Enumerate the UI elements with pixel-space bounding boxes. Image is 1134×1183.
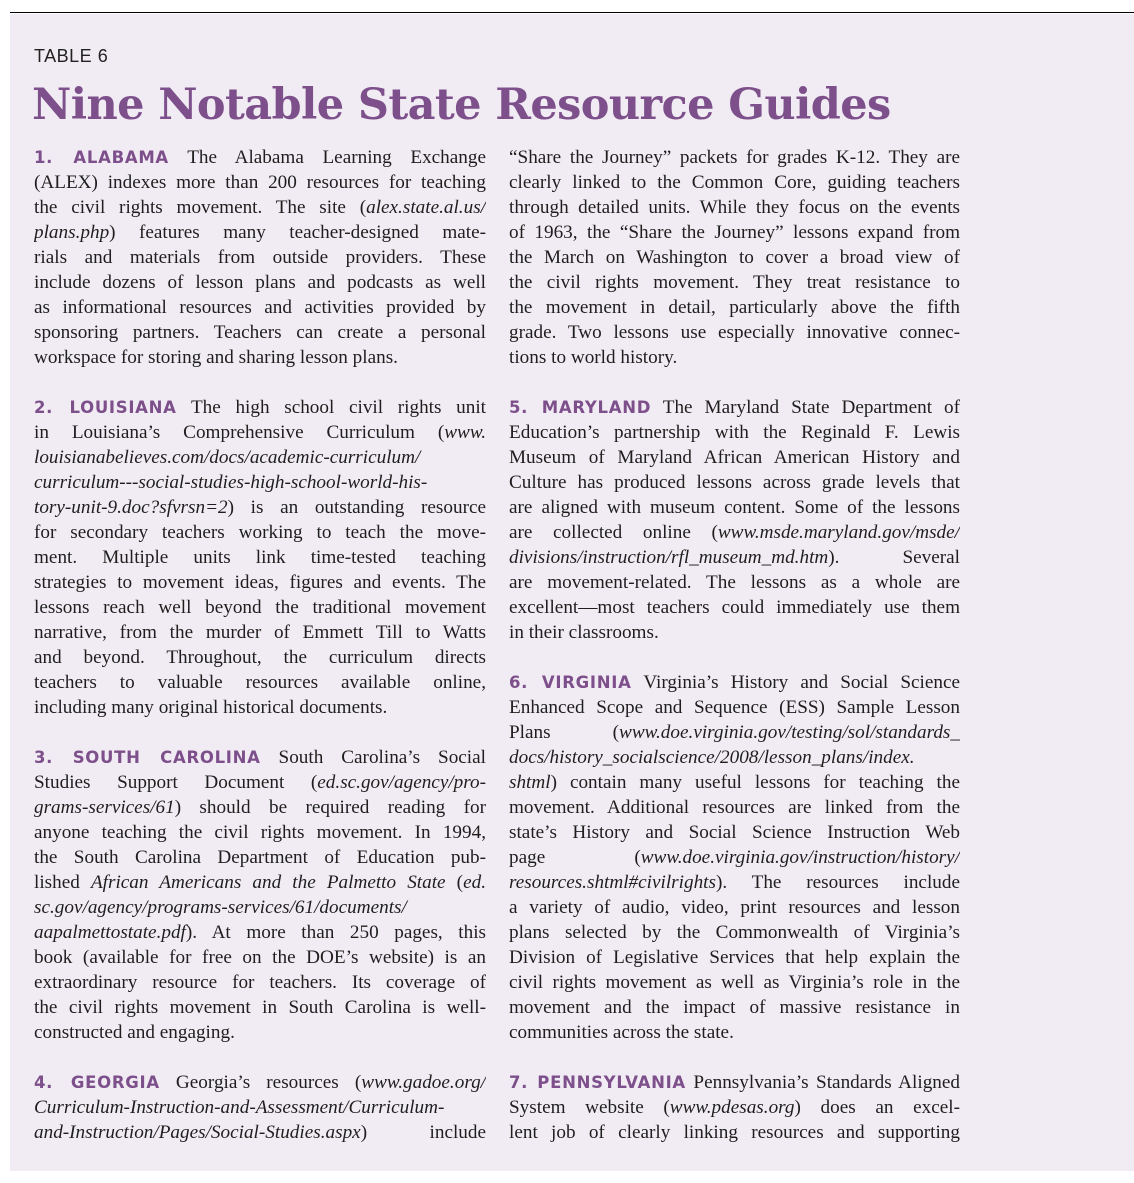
- entry-alabama: 1. ALABAMA The Alabama Learning Exchange (ALEX) indexes more than 200 resources for teaching the civil rights movement. The site (alex.state.al.us/ plans.php) features many teacher-designed mate- rials and materials from outside providers. These include dozens of lesson plans and podcasts as well as informational resources and activities provided by sponsoring partners. Teachers can create a personal workspace for storing and sharing lesson plans.: [34, 147, 486, 368]
- url-link: ed.sc.gov/agency/pro-: [317, 772, 486, 793]
- entry-georgia: 4. GEORGIA Georgia’s resources (www.gadoe.org/ Curriculum-Instruction-and-Assessment/Curriculum- and-Instruction/Pages/Social-Studies.aspx) include: [34, 1072, 486, 1143]
- url-link: aapalmettostate.pdf: [34, 922, 186, 943]
- entry-georgia-continued: “Share the Journey” packets for grades K-12. They are clearly linked to the Common Core, guiding teachers through detailed units. While they focus on the events of 1963, the “Share the Journey” lessons expand from the March on Washington to cover a broad view of the civil rights movement. They treat resistance to the movement in detail, particularly above the fifth grade. Two lessons use especially innovative connec- tions to world history.: [509, 147, 960, 368]
- table-label: TABLE 6: [34, 46, 109, 66]
- entry-heading: 2. LOUISIANA: [34, 398, 177, 417]
- entry-louisiana: 2. LOUISIANA The high school civil rights unit in Louisiana’s Comprehensive Curriculum (www. louisianabelieves.com/docs/academic-curriculum/ curriculum---social-studies-high-school-world-his- tory-unit-9.doc?sfvrsn=2) is an outstanding resource for secondary teachers working to teach the move- ment. Multiple units link time-tested teaching strategies to movement ideas, figures and events. The lessons reach well beyond the traditional movement narrative, from the murder of Emmett Till to Watts and beyond. Throughout, the curriculum directs teachers to valuable resources available online, including many original historical documents.: [34, 397, 486, 718]
- top-rule: [10, 12, 1134, 13]
- entry-virginia: 6. VIRGINIA Virginia’s History and Social Science Enhanced Scope and Sequence (ESS) Sample Lesson Plans (www.doe.virginia.gov/testing/sol/standards_ docs/history_socialscience/2008/lesson_plans/index. shtml) contain many useful lessons for teaching the movement. Additional resources are linked from the state’s History and Social Science Instruction Web page (www.doe.virginia.gov/instruction/history/ resources.shtml#civilrights). The resources include a variety of audio, video, print resources and lesson plans selected by the Commonwealth of Virginia’s Division of Legislative Services that help explain the civil rights movement as well as Virginia’s role in the movement and the impact of massive resistance in communities across the state.: [509, 672, 960, 1043]
- url-link: www.gadoe.org/: [361, 1072, 486, 1093]
- url-link: resources.shtml#civilrights: [509, 872, 716, 893]
- url-link: www.doe.virginia.gov/instruction/history/: [640, 847, 960, 868]
- url-link: alex.state.al.us/: [366, 197, 486, 218]
- entry-heading: 5. MARYLAND: [509, 398, 652, 417]
- url-link: www.msde.maryland.gov/msde/: [717, 522, 960, 543]
- url-link: www.doe.virginia.gov/testing/sol/standards_: [619, 722, 960, 743]
- book-title: African Americans and the Palmetto State: [90, 872, 446, 893]
- url-link: www.: [444, 422, 486, 443]
- left-column: [34, 145, 486, 1170]
- url-link: louisianabelieves.com/docs/academic-curriculum/: [34, 447, 421, 468]
- url-link: sc.gov/agency/programs-services/61/documents/: [34, 897, 407, 918]
- url-link: ed.: [463, 872, 486, 893]
- url-link: Curriculum-Instruction-and-Assessment/Curriculum-: [34, 1097, 445, 1118]
- url-link: www.pdesas.org: [669, 1097, 795, 1118]
- entry-heading: 6. VIRGINIA: [509, 673, 632, 692]
- url-link: tory-unit-9.doc?sfvrsn=2: [34, 497, 228, 518]
- entry-maryland: 5. MARYLAND The Maryland State Department of Education’s partnership with the Reginald F. Lewis Museum of Maryland African American History and Culture has produced lessons across grade levels that are aligned with museum content. Some of the lessons are collected online (www.msde.maryland.gov/msde/ divisions/instruction/rfl_museum_md.htm). Several are movement-related. The lessons as a whole are excellent—most teachers could immediately use them in their classrooms.: [509, 397, 960, 643]
- right-column: [509, 145, 960, 1170]
- entry-pennsylvania: 7. PENNSYLVANIA Pennsylvania’s Standards Aligned System website (www.pdesas.org) does an excel- lent job of clearly linking resources and supporting: [509, 1072, 960, 1143]
- entry-heading: 4. GEORGIA: [34, 1073, 160, 1092]
- entry-heading: 1. ALABAMA: [34, 148, 169, 167]
- entry-heading: 3. SOUTH CAROLINA: [34, 748, 261, 767]
- url-link: and-Instruction/Pages/Social-Studies.aspx: [34, 1122, 361, 1143]
- url-link: shtml: [509, 772, 551, 793]
- entry-south-carolina: 3. SOUTH CAROLINA South Carolina’s Social Studies Support Document (ed.sc.gov/agency/pro- grams-services/61) should be required reading for anyone teaching the civil rights movement. In 1994, the South Carolina Department of Education pub- lished African Americans and the Palmetto State (ed. sc.gov/agency/programs-services/61/documents/ aapalmettostate.pdf). At more than 250 pages, this book (available for free on the DOE’s website) is an extraordinary resource for teachers. Its coverage of the civil rights movement in South Carolina is well- constructed and engaging.: [34, 747, 486, 1043]
- url-link: curriculum---social-studies-high-school-world-his-: [34, 472, 428, 493]
- url-link: divisions/instruction/rfl_museum_md.htm: [509, 547, 829, 568]
- entry-heading: 7. PENNSYLVANIA: [509, 1073, 686, 1092]
- page-title: Nine Notable State Resource Guides: [32, 80, 891, 130]
- url-link: plans.php: [34, 222, 110, 243]
- url-link: docs/history_socialscience/2008/lesson_plans/index.: [509, 747, 915, 768]
- url-link: grams-services/61: [34, 797, 175, 818]
